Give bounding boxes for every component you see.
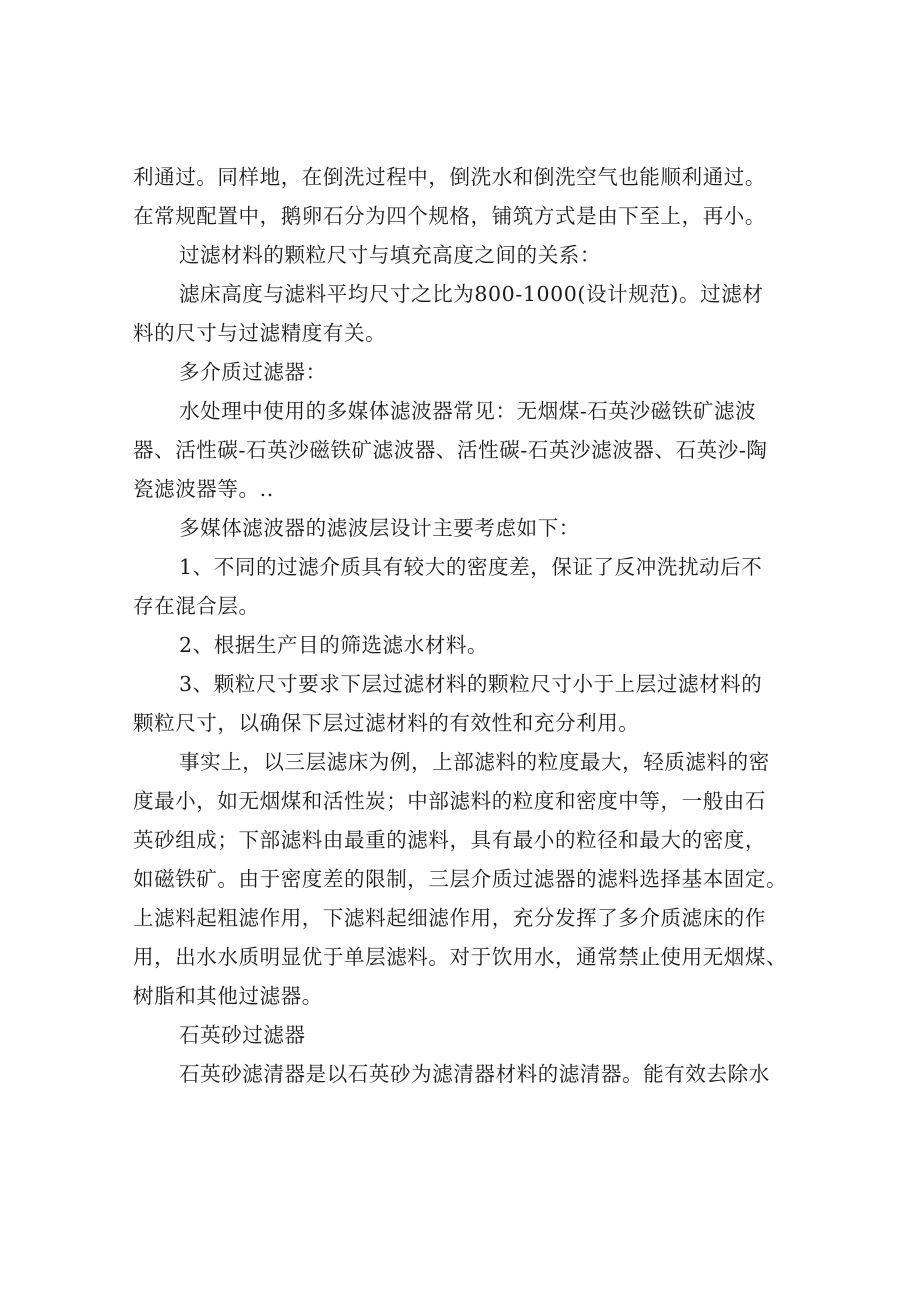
paragraph-heading: 过滤材料的颗粒尺寸与填充高度之间的关系： — [179, 243, 601, 267]
section-heading: 多介质过滤器： — [179, 360, 327, 384]
text-line: 英砂组成；下部滤料由最重的滤料，具有最小的粒径和最大的密度， — [133, 828, 766, 852]
text-line: 事实上，以三层滤床为例，上部滤料的粒度最大，轻质滤料的密 — [179, 750, 770, 774]
list-item: 3、颗粒尺寸要求下层过滤材料的颗粒尺寸小于上层过滤材料的 — [179, 672, 763, 696]
text-line: 用，出水水质明显优于单层滤料。对于饮用水，通常禁止使用无烟煤、 — [133, 945, 788, 969]
text-line: 存在混合层。 — [133, 594, 260, 618]
text-line: 度最小，如无烟煤和活性炭；中部滤料的粒度和密度中等，一般由石 — [133, 789, 766, 813]
list-item: 2、根据生产目的筛选滤水材料。 — [179, 633, 489, 657]
section-heading: 石英砂过滤器 — [179, 1023, 306, 1047]
text-line: 滤床高度与滤料平均尺寸之比为800-1000(设计规范)。过滤材 — [179, 282, 764, 306]
text-line: 瓷滤波器等。.. — [133, 477, 274, 501]
text-line: 树脂和其他过滤器。 — [133, 984, 323, 1008]
text-line: 石英砂滤清器是以石英砂为滤清器材料的滤清器。能有效去除水 — [179, 1062, 770, 1086]
list-item: 1、不同的过滤介质具有较大的密度差，保证了反冲洗扰动后不 — [179, 555, 763, 579]
text-line: 水处理中使用的多媒体滤波器常见：无烟煤-石英沙磁铁矿滤波 — [179, 399, 757, 423]
body-text — [133, 158, 813, 1094]
text-line: 颗粒尺寸，以确保下层过滤材料的有效性和充分利用。 — [133, 711, 640, 735]
paragraph-heading: 多媒体滤波器的滤波层设计主要考虑如下： — [179, 516, 580, 540]
text-line: 上滤料起粗滤作用，下滤料起细滤作用，充分发挥了多介质滤床的作 — [133, 906, 766, 930]
text-line: 器、活性碳-石英沙磁铁矿滤波器、活性碳-石英沙滤波器、石英沙-陶 — [133, 438, 768, 462]
text-line: 利通过。同样地，在倒洗过程中，倒洗水和倒洗空气也能顺利通过。 — [133, 165, 766, 189]
text-line: 料的尺寸与过滤精度有关。 — [133, 321, 387, 345]
text-line: 在常规配置中，鹅卵石分为四个规格，铺筑方式是由下至上，再小。 — [133, 204, 766, 228]
text-line: 如磁铁矿。由于密度差的限制，三层介质过滤器的滤料选择基本固定。 — [133, 867, 788, 891]
